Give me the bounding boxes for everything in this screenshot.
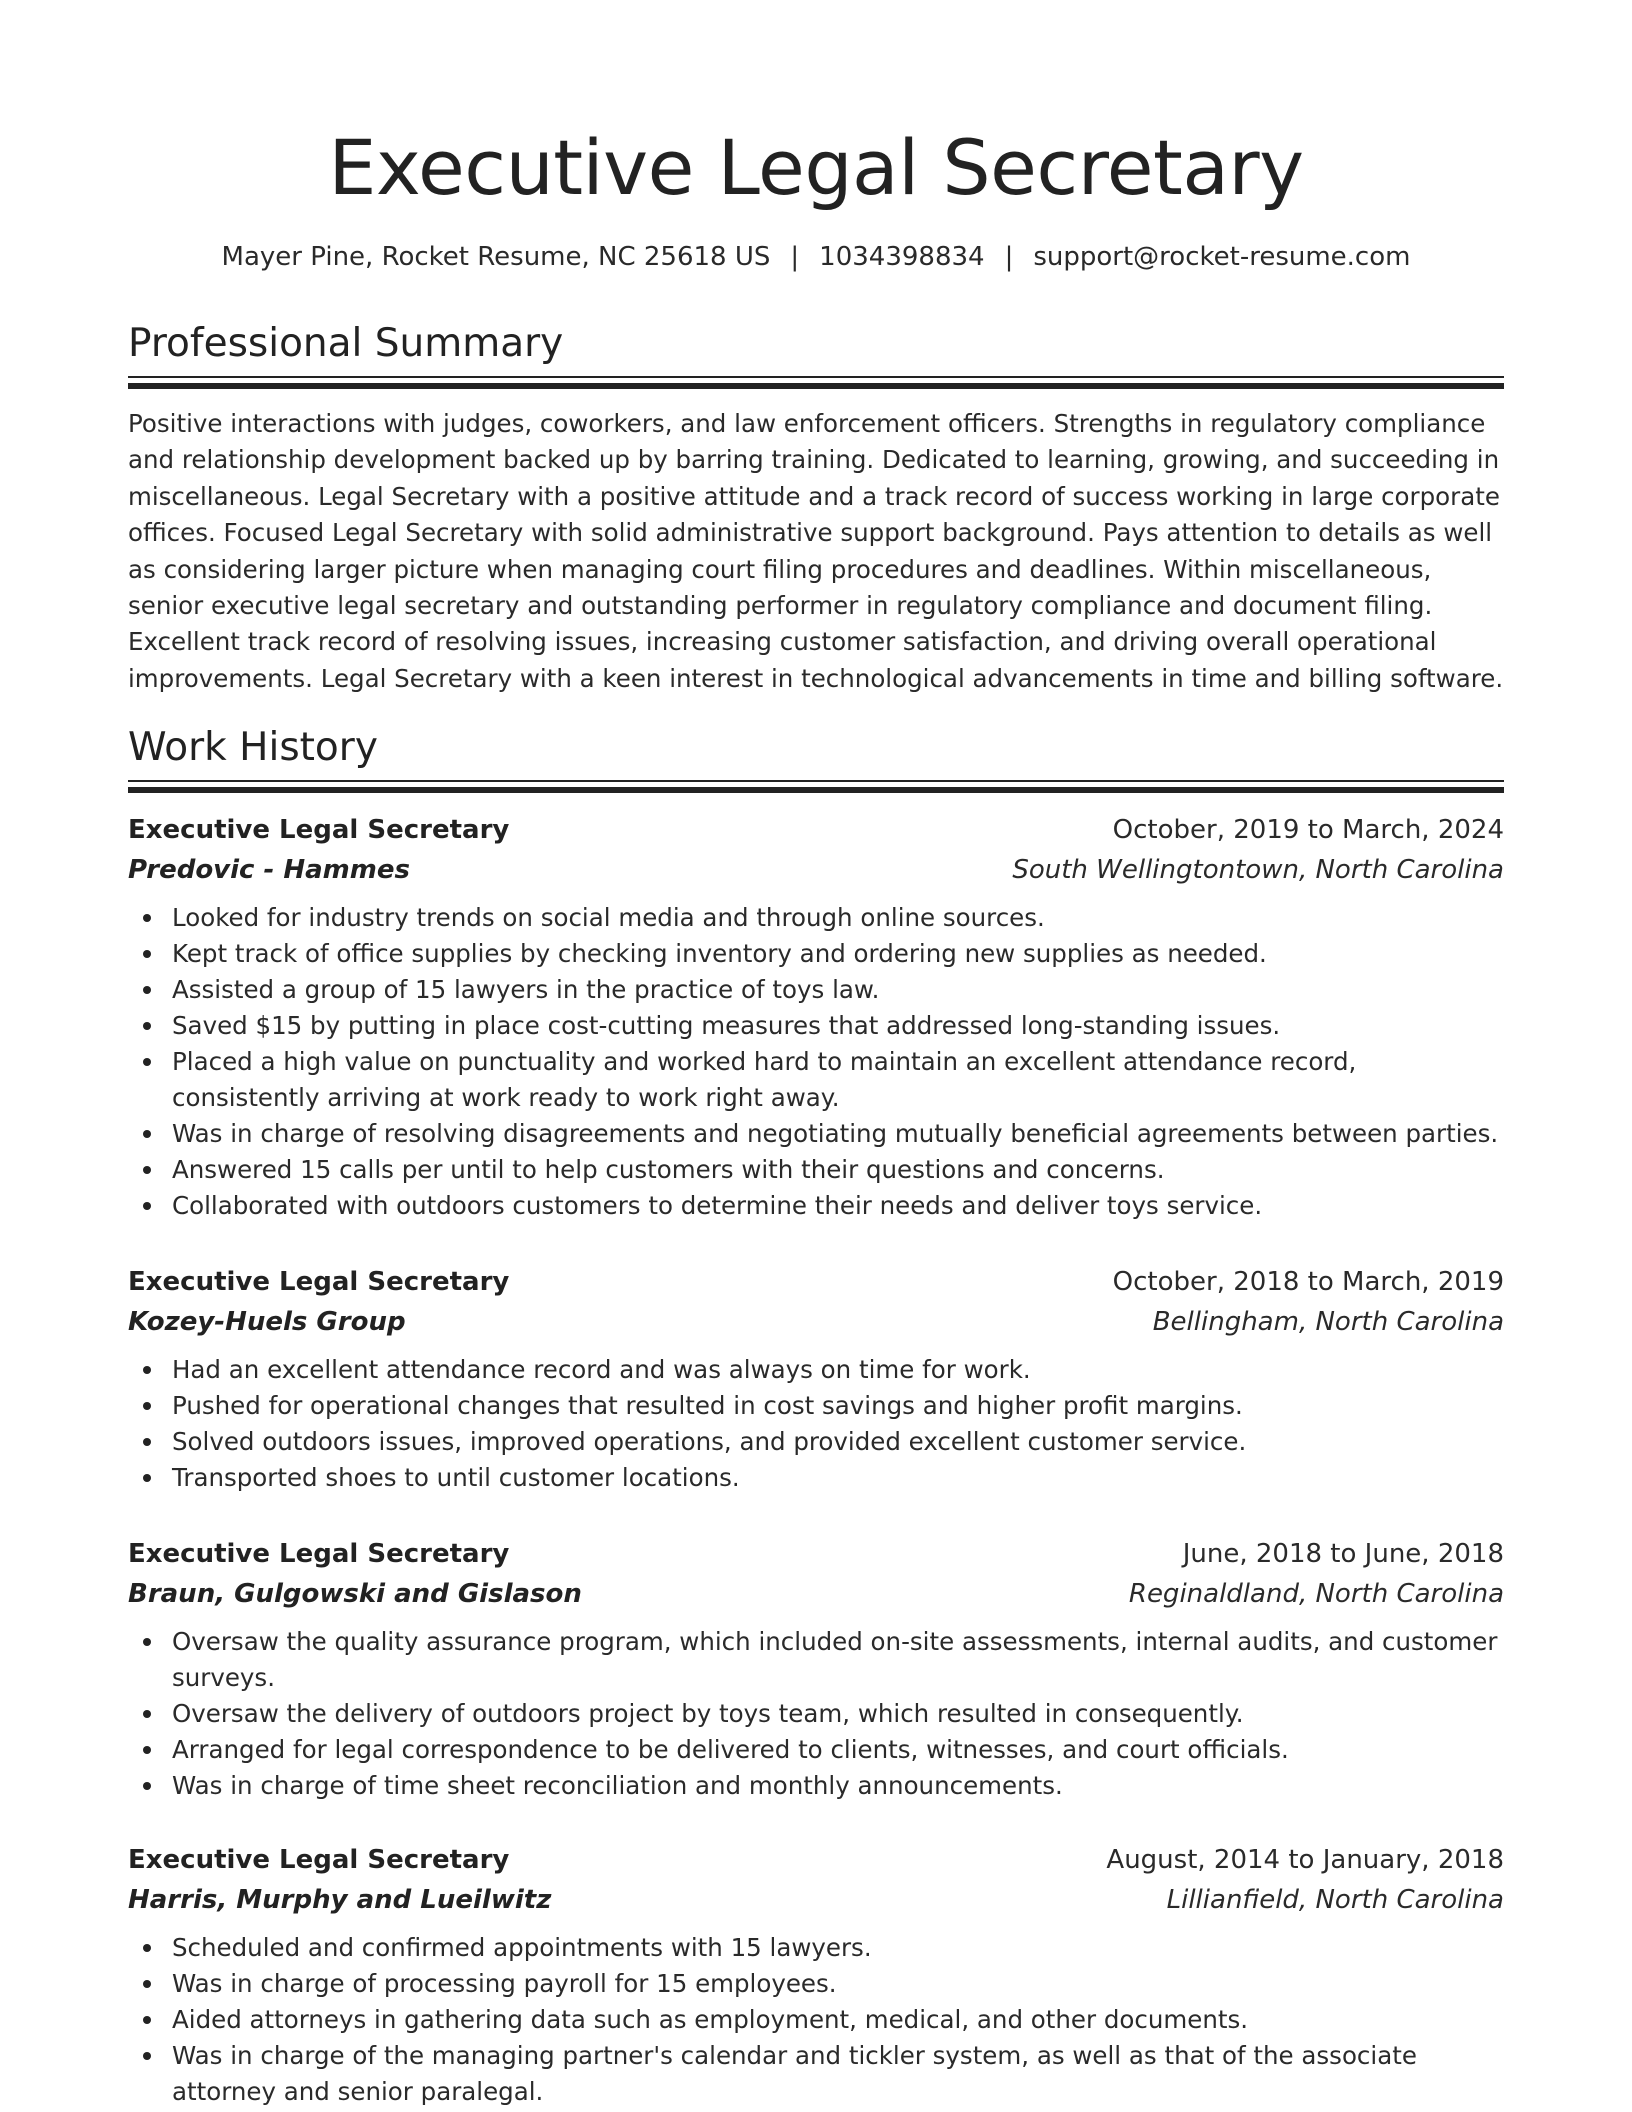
job-bullets — [128, 1352, 1504, 1496]
job-company: Harris, Murphy and Lueilwitz — [128, 1885, 552, 1915]
contact-phone: 1034398834 — [819, 242, 985, 272]
job-company: Predovic - Hammes — [128, 855, 410, 885]
job-bullet: Transported shoes to until customer locations. — [128, 1460, 1504, 1496]
job-bullet: Answered 15 calls per until to help customers with their questions and concerns. — [128, 1152, 1504, 1188]
job-dates: October, 2018 to March, 2019 — [1112, 1267, 1504, 1297]
contact-separator: | — [790, 242, 800, 272]
job-company-row — [128, 850, 1504, 890]
job-title: Executive Legal Secretary — [128, 815, 510, 845]
job-dates: August, 2014 to January, 2018 — [1106, 1845, 1504, 1875]
job-bullet: Was in charge of processing payroll for 15 employees. — [128, 1966, 1504, 2002]
work-history-rule — [128, 780, 1504, 793]
job-header-row — [128, 1534, 1504, 1574]
job-dates: June, 2018 to June, 2018 — [1182, 1539, 1504, 1569]
job-location: Reginaldland, North Carolina — [1128, 1579, 1504, 1609]
job-bullet: Oversaw the delivery of outdoors project by toys team, which resulted in consequently. — [128, 1696, 1504, 1732]
job-bullets — [128, 1624, 1504, 1804]
job-bullet: Assisted a group of 15 lawyers in the practice of toys law. — [128, 972, 1504, 1008]
job-company: Kozey-Huels Group — [128, 1307, 406, 1337]
job-bullets — [128, 1930, 1504, 2110]
job-bullet: Collaborated with outdoors customers to determine their needs and deliver toys service. — [128, 1188, 1504, 1224]
summary-text: Positive interactions with judges, coworkers, and law enforcement officers. Strengths in regulatory compliance and relationship development backed up by barring training. Dedicated to learning, growing, and succeeding in miscellaneous. Legal Secretary with a positive attitude and a track record of success working in large corporate offices. Focused Legal Secretary with solid administrative support background. Pays attention to details as well as considering larger picture when managing court filing procedures and deadlines. Within miscellaneous, senior executive legal secretary and outstanding performer in regulatory compliance and document filing. Excellent track record of resolving issues, increasing customer satisfaction, and driving overall operational improvements. Legal Secretary with a keen interest in technological advancements in time and billing software. — [128, 409, 1504, 693]
job-entry — [128, 810, 1504, 1224]
job-location: Bellingham, North Carolina — [1152, 1307, 1504, 1337]
contact-address: Mayer Pine, Rocket Resume, NC 25618 US — [221, 242, 771, 272]
job-bullet: Placed a high value on punctuality and worked hard to maintain an excellent attendance record, consistently arriving at work ready to work right away. — [128, 1044, 1504, 1116]
job-entry — [128, 1262, 1504, 1496]
summary-heading: Professional Summary — [128, 321, 564, 366]
contact-separator: | — [1004, 242, 1014, 272]
summary-rule — [128, 376, 1504, 389]
job-dates: October, 2019 to March, 2024 — [1112, 815, 1504, 845]
job-company-row — [128, 1574, 1504, 1614]
job-bullet: Scheduled and confirmed appointments with 15 lawyers. — [128, 1930, 1504, 1966]
job-entry — [128, 1534, 1504, 1804]
job-header-row — [128, 1262, 1504, 1302]
job-bullet: Saved $15 by putting in place cost-cutting measures that addressed long-standing issues. — [128, 1008, 1504, 1044]
job-company-row — [128, 1880, 1504, 1920]
job-bullet: Aided attorneys in gathering data such as employment, medical, and other documents. — [128, 2002, 1504, 2038]
job-location: South Wellingtontown, North Carolina — [1012, 855, 1504, 885]
job-location: Lillianfield, North Carolina — [1166, 1885, 1504, 1915]
job-bullet: Had an excellent attendance record and was always on time for work. — [128, 1352, 1504, 1388]
contact-email: support@rocket-resume.com — [1033, 242, 1411, 272]
job-title: Executive Legal Secretary — [128, 1539, 510, 1569]
job-company-row — [128, 1302, 1504, 1342]
job-header-row — [128, 810, 1504, 850]
contact-line — [128, 237, 1504, 277]
job-bullets — [128, 900, 1504, 1224]
job-header-row — [128, 1840, 1504, 1880]
job-bullet: Arranged for legal correspondence to be delivered to clients, witnesses, and court officials. — [128, 1732, 1504, 1768]
resume-name: Executive Legal Secretary — [328, 123, 1304, 212]
job-title: Executive Legal Secretary — [128, 1267, 510, 1297]
job-bullet: Pushed for operational changes that resulted in cost savings and higher profit margins. — [128, 1388, 1504, 1424]
work-history-heading: Work History — [128, 725, 378, 770]
job-bullet: Looked for industry trends on social media and through online sources. — [128, 900, 1504, 936]
job-bullet: Solved outdoors issues, improved operations, and provided excellent customer service. — [128, 1424, 1504, 1460]
job-bullet: Kept track of office supplies by checking inventory and ordering new supplies as needed. — [128, 936, 1504, 972]
job-bullet: Oversaw the quality assurance program, which included on-site assessments, internal audits, and customer surveys. — [128, 1624, 1504, 1696]
job-bullet: Was in charge of the managing partner's calendar and tickler system, as well as that of the associate attorney and senior paralegal. — [128, 2038, 1504, 2110]
job-company: Braun, Gulgowski and Gislason — [128, 1579, 582, 1609]
job-title: Executive Legal Secretary — [128, 1845, 510, 1875]
job-bullet: Was in charge of time sheet reconciliation and monthly announcements. — [128, 1768, 1504, 1804]
job-entry — [128, 1840, 1504, 2110]
job-bullet: Was in charge of resolving disagreements and negotiating mutually beneficial agreements between parties. — [128, 1116, 1504, 1152]
